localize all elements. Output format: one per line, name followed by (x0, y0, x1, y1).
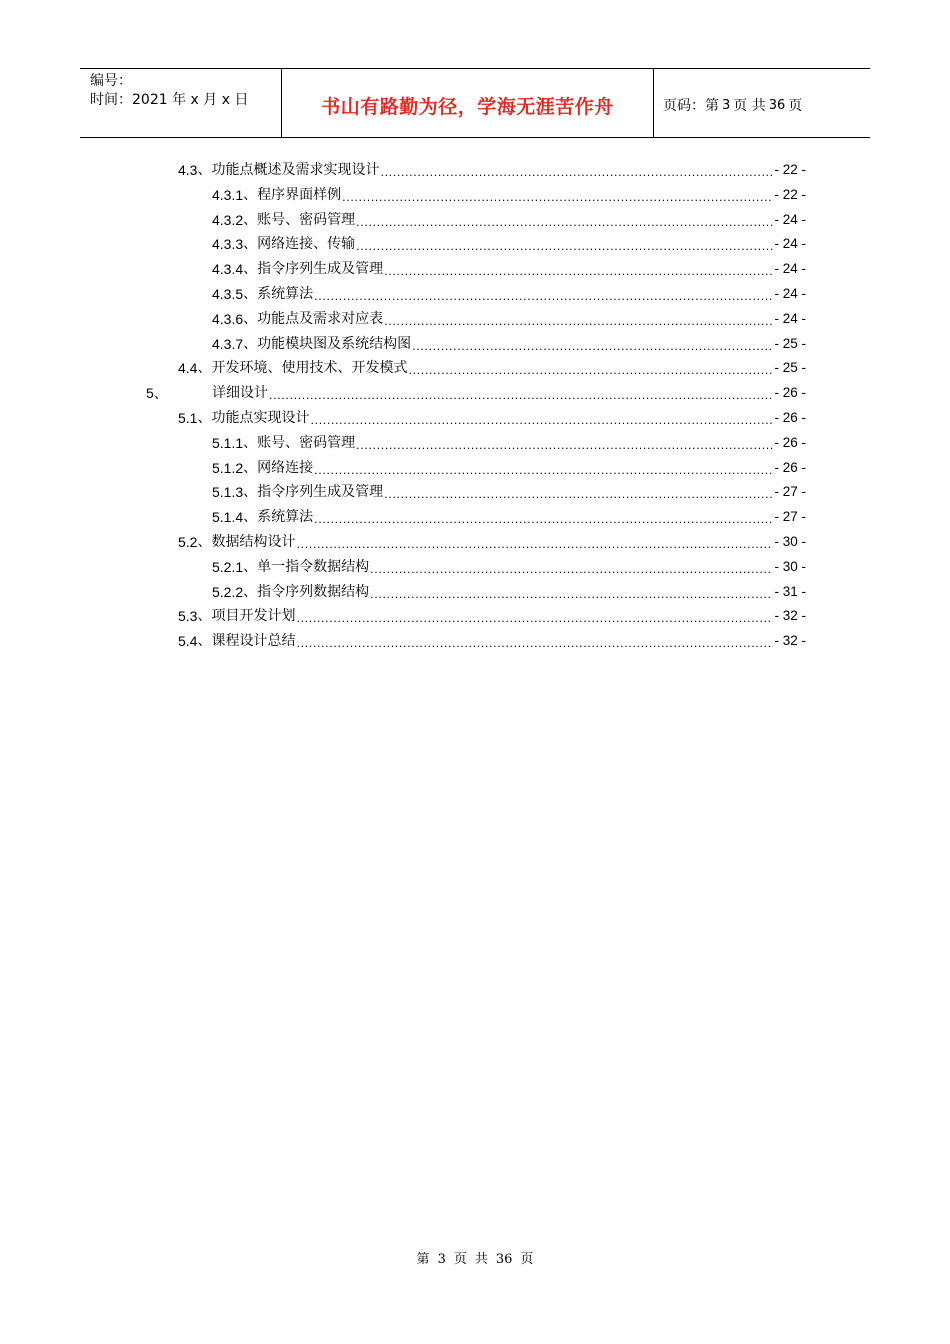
toc-entry[interactable] (212, 185, 806, 205)
toc-dot-leader (384, 482, 773, 502)
document-meta (80, 69, 281, 137)
toc-entry[interactable] (212, 458, 806, 478)
toc-dot-leader (384, 259, 773, 279)
toc-entry-title: 详细设计 (212, 385, 268, 402)
header-motto: 书山有路勤为径，学海无涯苦作舟 (281, 69, 654, 137)
toc-entry-title: 、系统算法 (243, 509, 314, 526)
toc-entry[interactable] (212, 210, 806, 230)
toc-entry[interactable] (178, 408, 806, 428)
toc-entry-page: - 27 - (774, 484, 806, 500)
toc-entry[interactable] (212, 507, 806, 527)
toc-entry-title: 、数据结构设计 (197, 534, 296, 550)
toc-entry[interactable] (178, 631, 806, 651)
header-page-mid: 页 共 (733, 98, 766, 114)
toc-entry-number: 5.1.3 (212, 484, 244, 501)
toc-dot-leader (314, 284, 773, 304)
toc-entry[interactable] (178, 532, 806, 552)
toc-dot-leader (296, 606, 773, 626)
toc-entry-page: - 24 - (774, 236, 806, 252)
toc-entry[interactable] (212, 433, 806, 453)
toc-dot-leader (356, 433, 773, 453)
toc-entry-page: - 24 - (774, 211, 806, 227)
toc-entry-number: 5.2.2 (212, 583, 244, 600)
footer-total: 36 (495, 1252, 513, 1267)
toc-entry-number: 5.1.4 (212, 509, 244, 526)
header-page-info (654, 69, 870, 137)
toc-entry-title: 、账号、密码管理 (243, 211, 356, 228)
toc-entry-number: 4.3.1 (212, 186, 244, 203)
footer-mid1: 页 (453, 1252, 467, 1267)
toc-entry-title: 、账号、密码管理 (243, 434, 356, 451)
toc-entry-title: 、程序界面样例 (243, 186, 342, 203)
toc-entry-title: 、网络连接 (243, 459, 314, 476)
footer-current: 3 (437, 1252, 446, 1267)
toc-entry[interactable] (212, 309, 806, 329)
toc-dot-leader (296, 631, 773, 651)
toc-dot-leader (380, 160, 773, 180)
toc-entry-page: - 22 - (774, 186, 806, 202)
toc-entry-number: 4.3 (178, 162, 198, 178)
toc-entry-title: 、功能模块图及系统结构图 (243, 335, 412, 352)
toc-dot-leader (310, 408, 773, 428)
toc-entry-page: - 30 - (774, 534, 806, 549)
toc-entry[interactable] (212, 284, 806, 304)
toc-entry[interactable] (178, 358, 806, 378)
toc-entry-title: 、项目开发计划 (197, 608, 296, 625)
toc-entry-title: 、单一指令数据结构 (243, 558, 370, 575)
toc-entry-number: 4.3.3 (212, 236, 244, 253)
footer-suffix: 页 (520, 1252, 534, 1267)
toc-entry-number: 5.4 (178, 633, 198, 650)
toc-entry[interactable] (212, 234, 806, 254)
toc-dot-leader (384, 309, 773, 329)
toc-entry-page: - 24 - (774, 286, 806, 301)
toc-dot-leader (269, 383, 773, 403)
header-page-current: 3 (722, 97, 731, 113)
toc-dot-leader (342, 185, 773, 205)
toc-entry-title: 、课程设计总结 (197, 633, 296, 650)
toc-entry-title: 、功能点及需求对应表 (243, 310, 384, 327)
toc-entry-page: - 26 - (774, 434, 806, 450)
toc-entry-page: - 26 - (774, 410, 806, 425)
toc-entry-title: 、指令序列数据结构 (243, 583, 370, 600)
footer-mid2: 共 (474, 1252, 488, 1267)
toc-entry-page: - 25 - (774, 335, 806, 351)
toc-entry-title: 、功能点实现设计 (197, 410, 310, 426)
header-page-suffix: 页 (788, 98, 803, 114)
toc-entry-page: - 31 - (774, 583, 806, 599)
toc-dot-leader (296, 532, 773, 552)
toc-dot-leader (314, 507, 773, 527)
toc-entry-page: - 22 - (774, 162, 806, 177)
toc-entry-page: - 30 - (774, 558, 806, 574)
toc-entry-number: 5.3 (178, 608, 198, 625)
toc-entry-title: 、开发环境、使用技术、开发模式 (197, 360, 408, 377)
toc-entry[interactable] (212, 582, 806, 602)
toc-entry-page: - 27 - (774, 509, 806, 525)
toc-entry[interactable] (212, 334, 806, 354)
toc-entry-number: 4.3.4 (212, 261, 244, 278)
toc-entry-number: 5.1.1 (212, 434, 244, 451)
toc-entry-page: - 32 - (774, 608, 806, 624)
toc-entry[interactable] (212, 259, 806, 279)
toc-entry[interactable] (178, 606, 806, 626)
toc-entry-title: 、功能点概述及需求实现设计 (197, 162, 380, 178)
toc-dot-leader (370, 582, 773, 602)
footer-prefix: 第 (416, 1252, 430, 1267)
toc-entry-page: - 26 - (774, 385, 806, 401)
toc-entry-number: 5.2.1 (212, 558, 244, 575)
toc-entry-number: 4.3.7 (212, 335, 244, 352)
toc-entry[interactable] (178, 160, 806, 180)
toc-entry-title: 、指令序列生成及管理 (243, 484, 384, 501)
toc-entry-page: - 24 - (774, 261, 806, 277)
header-page-total: 36 (768, 97, 786, 113)
toc-dot-leader (408, 358, 773, 378)
toc-entry-title: 、网络连接、传输 (243, 236, 356, 253)
toc-entry[interactable] (212, 482, 806, 502)
toc-entry-number: 4.4 (178, 360, 198, 377)
toc-entry-page: - 32 - (774, 633, 806, 649)
page-footer (0, 1248, 950, 1267)
toc-entry[interactable] (212, 557, 806, 577)
toc-dot-leader (356, 210, 773, 230)
document-number-label: 编号： (90, 73, 132, 89)
toc-entry-page: - 24 - (774, 310, 806, 326)
toc-entry-number: 4.3.5 (212, 286, 244, 302)
toc-dot-leader (314, 458, 773, 478)
toc-entry-number: 5、 (146, 385, 168, 402)
toc-entry-number: 5.1 (178, 410, 198, 426)
toc-dot-leader (370, 557, 773, 577)
toc-entry-number: 4.3.2 (212, 211, 244, 228)
toc-entry[interactable] (146, 383, 806, 403)
toc-entry-page: - 26 - (774, 459, 806, 475)
toc-entry-title: 、系统算法 (243, 286, 314, 302)
document-date: 时间：2021 年 x 月 x 日 (90, 92, 249, 108)
page-header (80, 68, 870, 138)
toc-entry-number: 5.1.2 (212, 459, 244, 476)
toc-entry-title: 、指令序列生成及管理 (243, 261, 384, 278)
toc-entry-number: 5.2 (178, 534, 198, 550)
toc-dot-leader (356, 234, 773, 254)
toc-entry-page: - 25 - (774, 360, 806, 376)
header-page-prefix: 页码：第 (663, 98, 719, 114)
toc-dot-leader (412, 334, 773, 354)
toc-entry-number: 4.3.6 (212, 310, 244, 327)
